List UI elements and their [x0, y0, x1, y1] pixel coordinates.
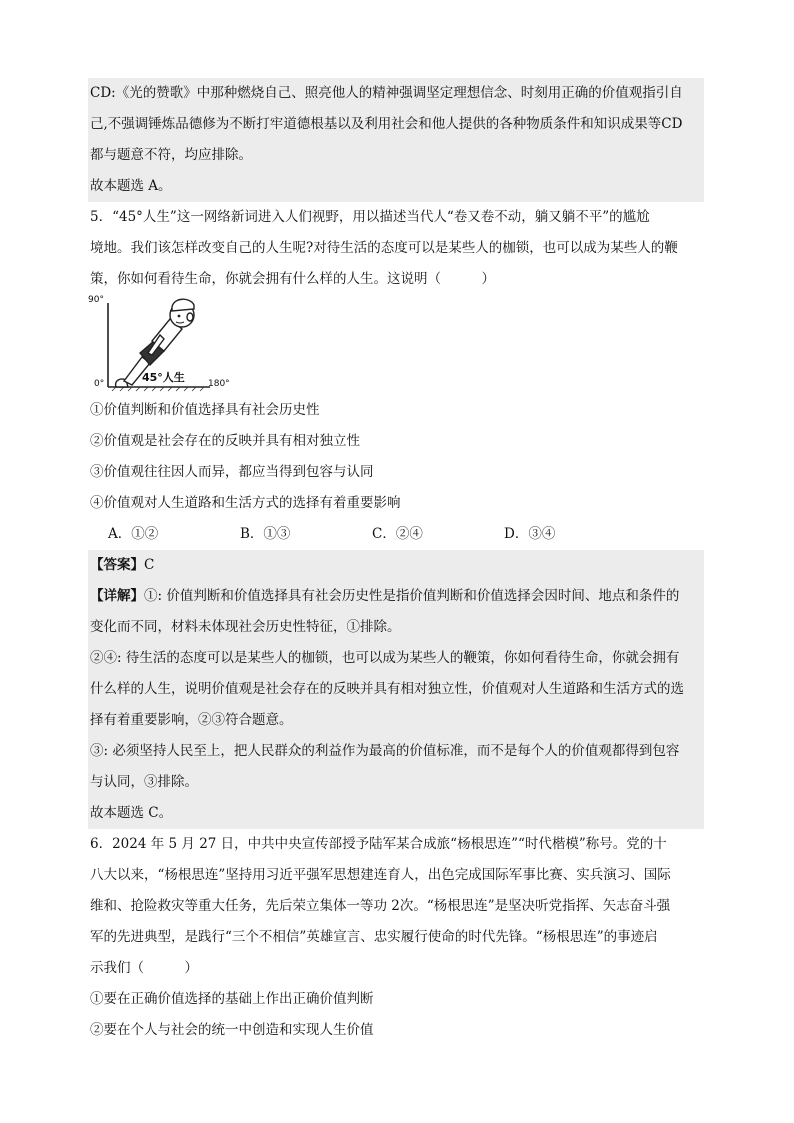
detail-line: ②④: 待生活的态度可以是某些人的枷锁，也可以成为某些人的鞭策，你如何看待生命，你就会拥有 [90, 650, 680, 666]
question-stem-line: 境地。我们该怎样改变自己的人生呢?对待生活的态度可以是某些人的枷锁，也可以成为某些人的鞭 [90, 240, 678, 256]
option-a: A．①② [108, 526, 159, 542]
prev-explanation-block [88, 78, 704, 202]
question-stem-line: 策，你如何看待生命，你就会拥有什么样的人生。这说明（ ） [90, 271, 495, 287]
axis-label-top: 90° [88, 295, 104, 305]
question-5 [88, 202, 704, 829]
option-d: D．③④ [504, 526, 556, 542]
conclusion-line: 故本题选 C。 [90, 805, 173, 821]
figure-45-degree-life [90, 295, 260, 393]
conclusion-line: 故本题选 A。 [90, 178, 172, 194]
explanation-line: 己,不强调锤炼品德修为不断打牢道德根基以及利用社会和他人提供的各种物质条件和知识成果等CD [90, 116, 683, 132]
explanation-line: 都与题意不符，均应排除。 [90, 147, 252, 163]
statement-item: ②要在个人与社会的统一中创造和实现人生价值 [90, 1022, 374, 1038]
page-content [88, 78, 704, 1046]
statement-item: ②价值观是社会存在的反映并具有相对独立性 [90, 433, 360, 449]
question-stem-line: 6．2024 年 5 月 27 日，中共中央宣传部授予陆军某合成旅“杨根思连”“时代楷模”称号。党的十 [90, 836, 667, 852]
statement-item: ④价值观对人生道路和生活方式的选择有着重要影响 [90, 495, 401, 511]
answer-line [88, 550, 704, 581]
axis-label-right: 180° [208, 379, 230, 389]
question-stem-line: 示我们（ ） [90, 960, 198, 976]
question-stem-line: 八大以来，“杨根思连”坚持用习近平强军思想建连育人，出色完成国际军事比赛、实兵演习、国际 [90, 867, 671, 883]
question-stem-line: 5．“45°人生”这一网络新词进入人们视野，用以描述当代人“卷又卷不动，躺又躺不平”的尴尬 [90, 209, 650, 225]
detail-line: 与认同，③排除。 [90, 774, 198, 790]
question-stem-line: 军的先进典型，是践行“三个不相信”英雄宣言、忠实履行使命的时代先锋。“杨根思连”的事迹启 [90, 929, 658, 945]
option-c: C．②④ [372, 526, 423, 542]
statement-item: ①价值判断和价值选择具有社会历史性 [90, 402, 320, 418]
detail-line: 择有着重要影响，②③符合题意。 [90, 712, 293, 728]
answer-label: 【答案】 [90, 557, 144, 573]
statement-item: ③价值观往往因人而异，都应当得到包容与认同 [90, 464, 374, 480]
question-stem-line: 维和、抢险救灾等重大任务，先后荣立集体一等功 2次。“杨根思连”是坚决听党指挥、矢志奋斗强 [90, 898, 671, 914]
question-6 [88, 829, 704, 1046]
answer-options [88, 519, 704, 550]
detail-text: ①: 价值判断和价值选择具有社会历史性是指价值判断和价值选择会因时间、地点和条件的 [144, 588, 680, 604]
answer-value: C [144, 557, 155, 573]
answer-explanation-block [88, 550, 704, 829]
statement-item: ①要在正确价值选择的基础上作出正确价值判断 [90, 991, 374, 1007]
detail-line [88, 581, 704, 612]
detail-line: ③: 必须坚持人民至上，把人民群众的利益作为最高的价值标准，而不是每个人的价值观都得到包容 [90, 743, 680, 759]
figure-caption: 45°人生 [142, 371, 185, 384]
detail-line: 什么样的人生，说明价值观是社会存在的反映并具有相对独立性，价值观对人生道路和生活方式的选 [90, 681, 684, 697]
option-b: B．①③ [240, 526, 291, 542]
axis-label-origin: 0° [94, 379, 105, 389]
detail-line: 变化而不同，材料未体现社会历史性特征，①排除。 [90, 619, 401, 635]
explanation-line: CD:《光的赞歌》中那种燃烧自己、照亮他人的精神强调坚定理想信念、时刻用正确的价值观指引自 [90, 85, 683, 101]
detail-label: 【详解】 [90, 588, 144, 604]
